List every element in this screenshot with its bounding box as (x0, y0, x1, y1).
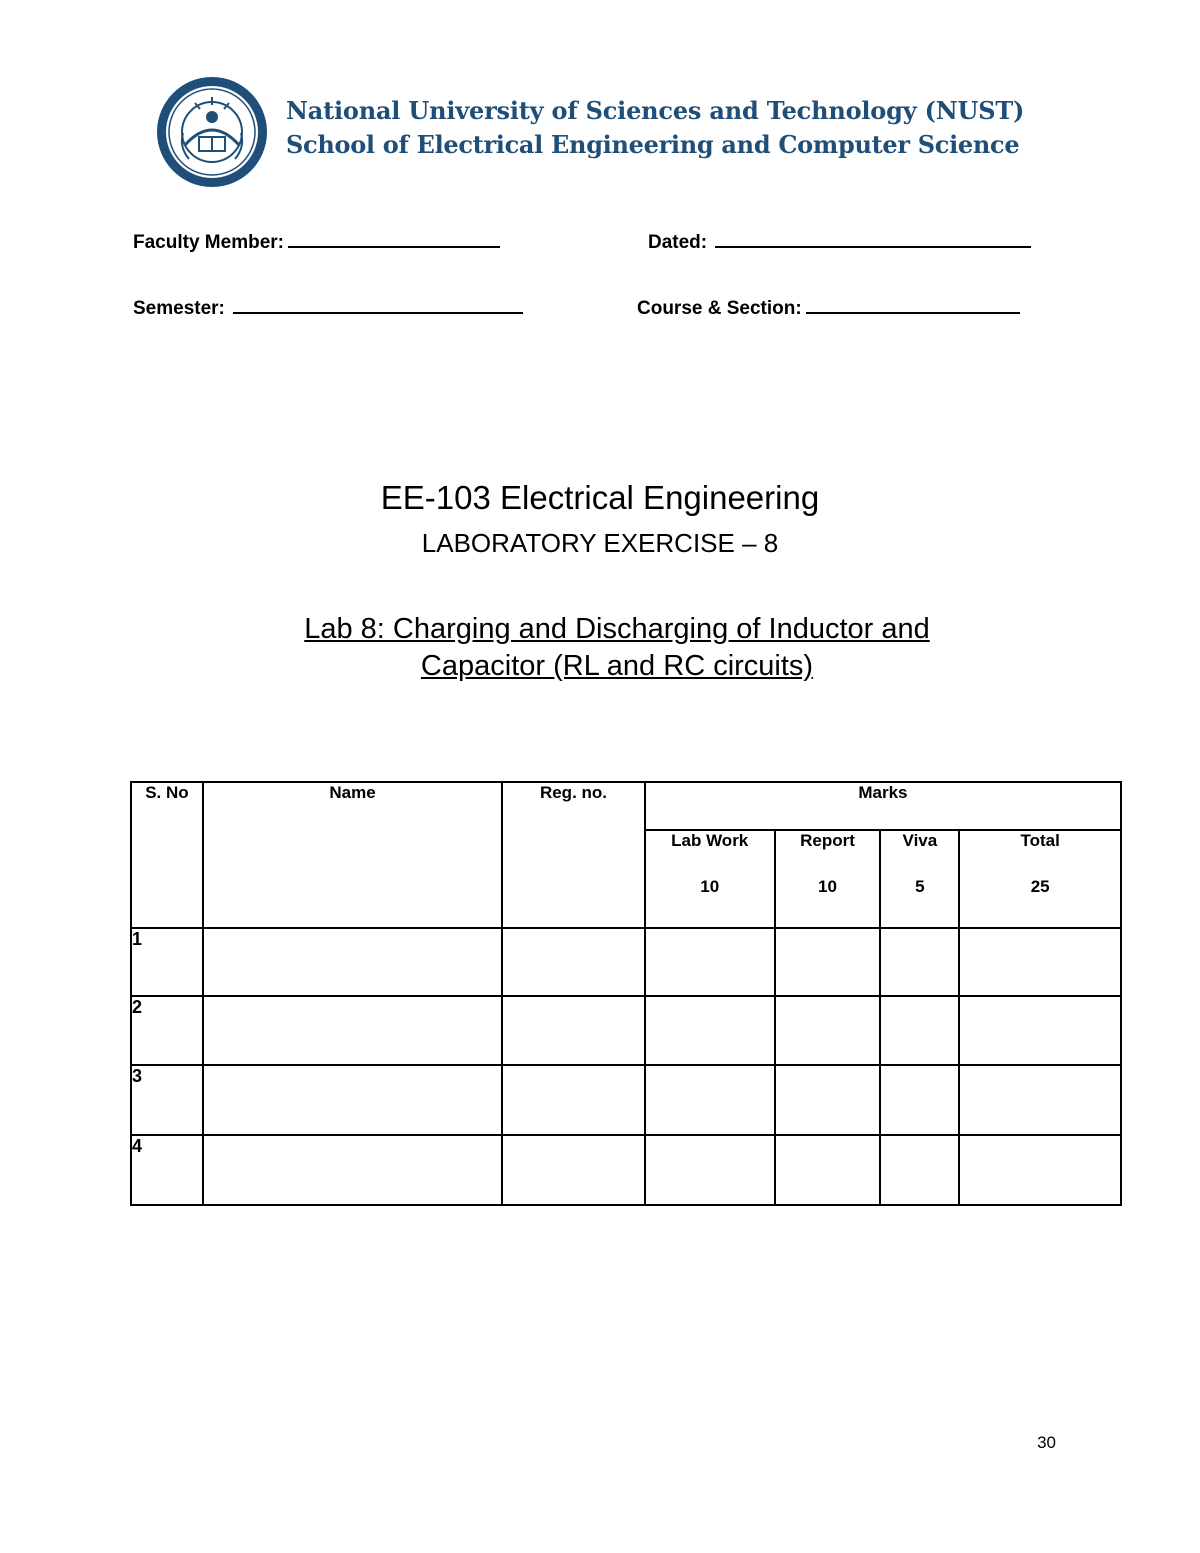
semester-field (133, 294, 523, 320)
name-cell[interactable] (203, 1135, 502, 1205)
header-lab-work-label: Lab Work (671, 831, 749, 850)
header-viva-label: Viva (902, 831, 938, 850)
header-sno: S. No (131, 782, 203, 928)
row-number: 4 (131, 1135, 203, 1205)
viva-cell[interactable] (880, 1065, 959, 1135)
reg-no-cell[interactable] (502, 1065, 645, 1135)
table-row (131, 1065, 1121, 1135)
dated-field (648, 228, 1031, 254)
name-cell[interactable] (203, 928, 502, 996)
total-cell[interactable] (959, 928, 1121, 996)
header-viva (880, 830, 959, 928)
total-cell[interactable] (959, 1135, 1121, 1205)
page-number: 30 (1037, 1433, 1056, 1452)
header-lab-work-max: 10 (700, 877, 720, 896)
marks-table (130, 781, 1122, 1206)
table-row (131, 1135, 1121, 1205)
viva-cell[interactable] (880, 996, 959, 1065)
total-cell[interactable] (959, 1065, 1121, 1135)
header-total-label: Total (1020, 831, 1060, 850)
reg-no-cell[interactable] (502, 996, 645, 1065)
total-cell[interactable] (959, 996, 1121, 1065)
faculty-member-blank[interactable] (288, 228, 500, 248)
lab-work-cell[interactable] (645, 996, 775, 1065)
course-title: EE-103 Electrical Engineering (380, 479, 820, 516)
semester-label: Semester: (133, 298, 225, 319)
reg-no-cell[interactable] (502, 928, 645, 996)
name-cell[interactable] (203, 1065, 502, 1135)
header-viva-max: 5 (915, 877, 925, 896)
dated-label: Dated: (648, 232, 708, 253)
header-marks: Marks (645, 782, 1121, 830)
lab-title-line-1: Lab 8: Charging and Discharging of Inductor and (304, 613, 930, 645)
lab-work-cell[interactable] (645, 1065, 775, 1135)
header-total-max: 25 (1030, 877, 1050, 896)
row-number: 1 (131, 928, 203, 996)
header-report (775, 830, 881, 928)
header-report-max: 10 (818, 877, 837, 896)
course-section-blank[interactable] (806, 294, 1020, 314)
nust-logo (155, 75, 269, 189)
faculty-member-label: Faculty Member: (133, 232, 284, 253)
lab-work-cell[interactable] (645, 928, 775, 996)
university-name: National University of Sciences and Technology (NUST) (286, 96, 1025, 125)
table-row (131, 928, 1121, 996)
row-number: 3 (131, 1065, 203, 1135)
report-cell[interactable] (775, 928, 881, 996)
school-name: School of Electrical Engineering and Computer Science (286, 130, 1020, 159)
name-cell[interactable] (203, 996, 502, 1065)
table-row (131, 996, 1121, 1065)
reg-no-cell[interactable] (502, 1135, 645, 1205)
header-name: Name (203, 782, 502, 928)
report-cell[interactable] (775, 1065, 881, 1135)
viva-cell[interactable] (880, 1135, 959, 1205)
lab-work-cell[interactable] (645, 1135, 775, 1205)
exercise-title: LABORATORY EXERCISE – 8 (421, 528, 779, 558)
header-total (959, 830, 1121, 928)
report-cell[interactable] (775, 1135, 881, 1205)
viva-cell[interactable] (880, 928, 959, 996)
report-cell[interactable] (775, 996, 881, 1065)
lab-title-line-2: Capacitor (RL and RC circuits) (420, 650, 814, 682)
semester-blank[interactable] (233, 294, 523, 314)
dated-blank[interactable] (715, 228, 1031, 248)
faculty-member-field (133, 228, 500, 254)
row-number: 2 (131, 996, 203, 1065)
header-lab-work (645, 830, 775, 928)
header-report-label: Report (800, 831, 855, 850)
course-section-field (637, 294, 1020, 320)
header-reg-no: Reg. no. (502, 782, 645, 928)
course-section-label: Course & Section: (637, 298, 802, 319)
lab-title (200, 611, 1034, 685)
